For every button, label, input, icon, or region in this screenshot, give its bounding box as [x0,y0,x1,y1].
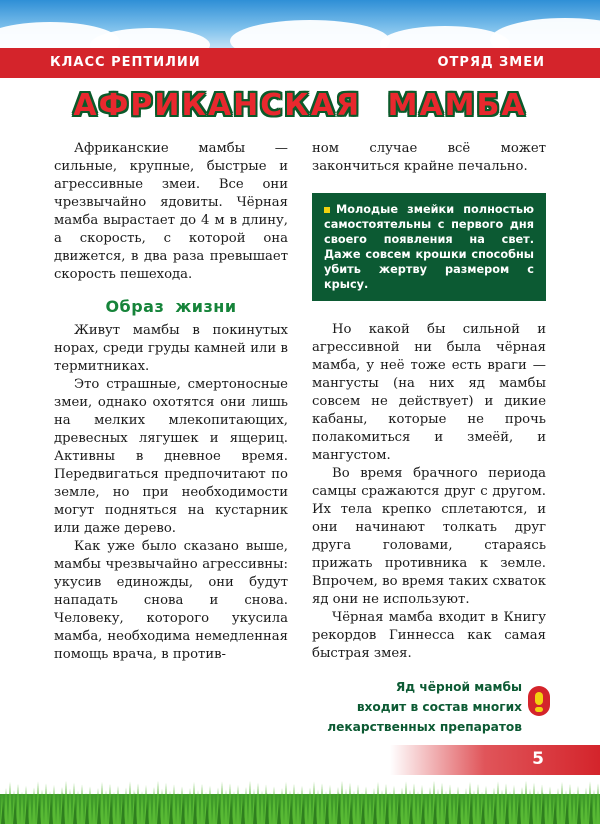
intro-paragraph: Африканские мамбы — сильные, крупные, быстрые и агрессивные змеи. Все они чрезвычайно ядовиты. Чёрная мамба вырастает до 4 м в длину, а скорость, с которой она движется, в два раза превышает скорость пешехода. [54,141,288,282]
sky-background [0,0,600,52]
header-bar [0,48,600,78]
bullet-square-icon [324,207,330,213]
paragraph-record: Чёрная мамба входит в Книгу рекордов Гиннесса как самая быстрая змея. [312,610,546,661]
page-number: 5 [532,749,544,769]
paragraph-aggression: Как уже было сказано выше, мамбы чрезвычайно агрессивны: укусив единожды, они будут нападать снова и снова. Человеку, которого укусила мамба, необходима немедленная помощь врача, в против- [54,539,288,662]
fact-line-3: лекарственных препаратов [327,720,522,734]
paragraph-hunting: Это страшные, смертоносные змеи, однако охотятся они лишь на мелких млекопитающих, древесных лягушек и ящериц. Активны в дневное время. Передвигаться предпочитают по земле, но при необходимости могут подняться на кустарник или даже дерево. [54,377,288,536]
fact-line-1: Яд чёрной мамбы [395,680,522,694]
class-label: КЛАСС РЕПТИЛИИ [50,55,201,70]
fact-callout [312,677,522,737]
paragraph-mating: Во время брачного периода самцы сражаются друг с другом. Их тела крепко сплетаются, и они начинают толкать друг друга головами, стараясь прижать противника к земле. Впрочем, во время таких схваток яд они не используют. [312,466,546,607]
left-column [54,140,288,664]
paragraph-continuation: ном случае всё может закончиться крайне печально. [312,141,546,174]
right-column [312,140,546,663]
exclamation-icon [528,686,550,716]
page-title: АФРИКАНСКАЯ МАМБА [73,88,527,123]
fact-line-2: входит в состав многих [356,700,522,714]
order-label: ОТРЯД ЗМЕИ [437,55,545,70]
paragraph-enemies: Но какой бы сильной и агрессивной ни была чёрная мамба, у неё тоже есть враги — мангусты (на них яд мамбы совсем не действует) и дикие кабаны, которые не прочь полакомиться и змеёй, и мангустом. [312,322,546,463]
info-box [312,193,546,301]
section-heading: Образ жизни [105,297,237,316]
paragraph-habitat: Живут мамбы в покинутых норах, среди груды камней или в термитниках. [54,323,288,374]
grass-decoration [0,770,600,824]
info-box-text: Молодые змейки полностью самостоятельны с первого дня своего появления на свет. Даже совсем крошки способны убить жертву размером с крысу. [324,203,534,291]
